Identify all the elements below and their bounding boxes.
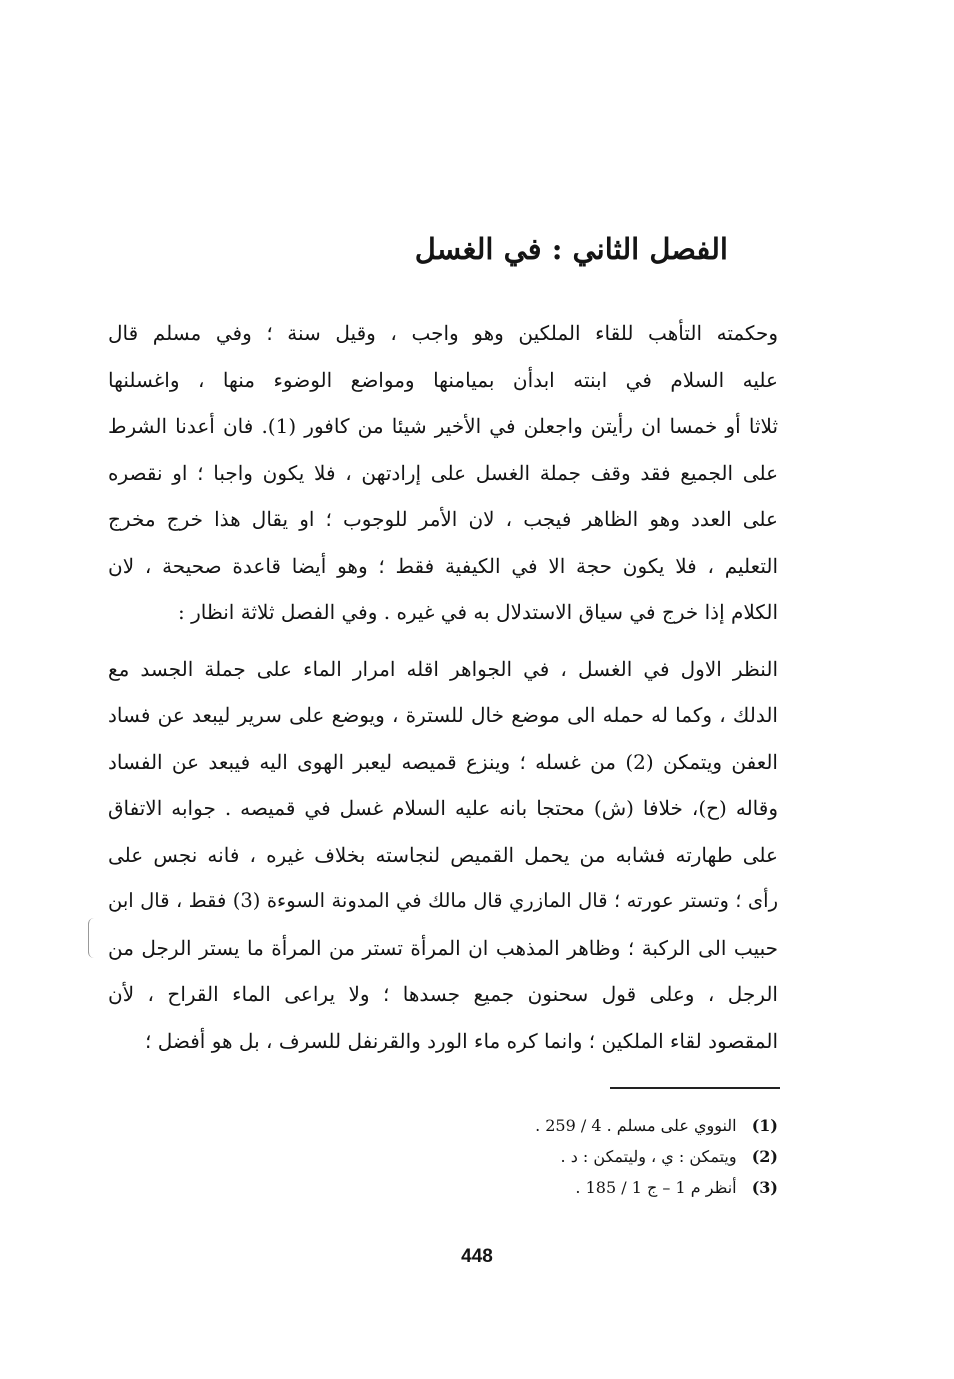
footnote-number: (3) xyxy=(751,1178,778,1197)
footnote-number: (2) xyxy=(751,1147,778,1166)
text-line: الرجل ، وعلى قول سحنون جميع جسدها ؛ ولا يراعى الماء القراح ، لأن xyxy=(108,982,778,1006)
text-line: العفن ويتمكن (2) من غسله ؛ وينزع قميصه ليعبر الهوى اليه فيبعد عن الفساد xyxy=(108,749,778,774)
footnote xyxy=(535,1172,778,1203)
text-line: على الجميع فقد وقف جملة الغسل على إرادتهن ، فلا يكون واجبا ؛ او نقصره xyxy=(108,460,778,485)
text-line: ثلاثا أو خمسا ان رأيتن واجعلن في الأخير شيئا من كافور (1). فان أعدنا الشرط xyxy=(108,414,778,438)
text-line: التعليم ، فلا يكون حجة الا في الكيفية فقط ؛ وهو أيضا قاعدة صحيحة ، لان xyxy=(108,553,778,578)
footnote-divider xyxy=(610,1087,780,1089)
footnote-text: النووي على مسلم . 4 / 259 . xyxy=(535,1116,737,1135)
text-line: وقاله (ح)، خلافا (ش) محتجا بانه عليه السلام غسل في قميصه . جوابه الاتفاق xyxy=(108,796,778,820)
text-line: عليه السلام في ابنته ابدأن بميامنها ومواضع الوضوء منها ، واغسلنها xyxy=(108,367,778,392)
footnote-number: (1) xyxy=(751,1116,778,1135)
text-line: الدلك ، وكما له حمله الى موضع خال للسترة ، ويوضع على سرير ليبعد عن فساد xyxy=(108,703,778,727)
text-line: النظر الاول في الغسل ، في الجواهر اقله امرار الماء على جملة الجسد مع xyxy=(108,656,778,681)
text-line: وحكمته التأهب للقاء الملكين وهو واجب ، وقيل سنة ؛ وفي مسلم قال xyxy=(108,321,778,345)
page-number: 448 xyxy=(461,1246,493,1267)
text-line: رأى ؛ وتستر عورته ؛ قال المازري قال مالك في المدونة السوءة (3) فقط ، قال ابن xyxy=(108,889,778,912)
text-line: الكلام إذا خرج في سياق الاستدلال به في غيره . وفي الفصل ثلاثة انظار : xyxy=(177,600,778,624)
paragraph-1 xyxy=(108,310,778,636)
footnote-text: ويتمكن : ي ، وليتمكن : د . xyxy=(560,1147,737,1166)
footnote xyxy=(535,1141,778,1172)
text-line: حبيب الى الركبة ؛ وظاهر المذهب ان المرأة تستر من المرأة ما يستر الرجل من xyxy=(108,935,778,960)
text-line: المقصود لقاء الملكين ؛ وانما كره ماء الورد والقرنفل للسرف ، بل هو أفضل ؛ xyxy=(145,1028,778,1053)
text-line: على طهارته فشابه من يحمل القميص لنجاسته بخلاف غيره ، فانه نجس على xyxy=(108,842,778,867)
paragraph-2 xyxy=(108,646,778,1065)
chapter-title: الفصل الثاني : في الغسل xyxy=(414,232,728,266)
margin-mark xyxy=(88,918,103,958)
body-text xyxy=(108,310,778,1064)
text-line: على العدد وهو الظاهر فيجب ، لان الأمر للوجوب ؛ او يقال هذا خرج مخرج xyxy=(108,507,778,531)
footnote xyxy=(535,1110,778,1141)
paragraph-gap xyxy=(108,636,778,646)
footnote-text: أنظر م 1 – ج 1 / 185 . xyxy=(575,1178,737,1197)
footnotes xyxy=(535,1110,778,1203)
